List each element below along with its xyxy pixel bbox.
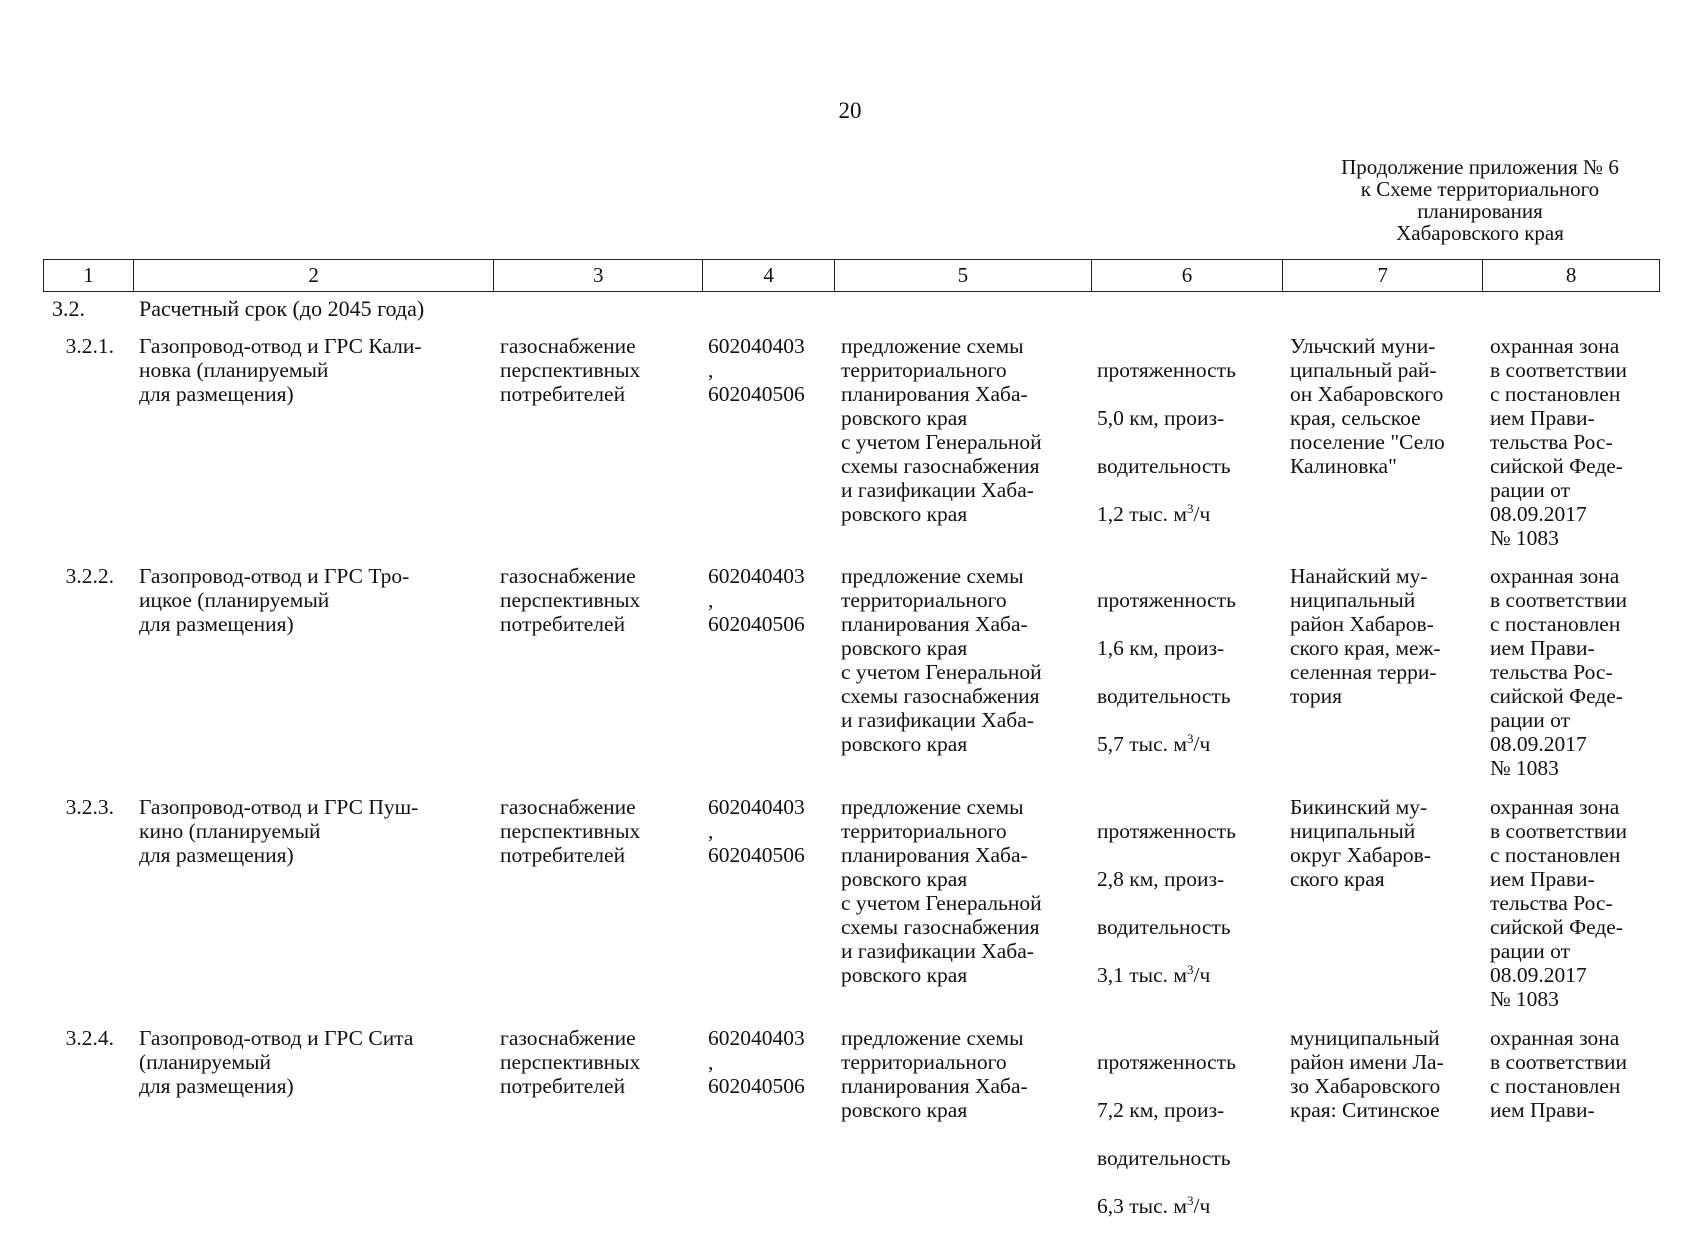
row-number: 3.2.3. [65, 795, 114, 819]
column-number: 3 [494, 260, 703, 292]
object-purpose: газоснабжение перспективных потребителей [500, 1026, 641, 1098]
object-name: Газопровод-отвод и ГРС Пуш- кино (планируемый для размещения) [139, 795, 419, 867]
characteristic-line: 1,6 км, произ- [1097, 636, 1225, 660]
appendix-line: Продолжение приложения № 6 [1341, 155, 1619, 179]
column-number: 2 [133, 260, 494, 292]
object-characteristics [1097, 334, 1282, 550]
column-number: 5 [834, 260, 1091, 292]
object-purpose: газоснабжение перспективных потребителей [500, 564, 641, 636]
object-codes: 602040403 , 602040506 [708, 334, 805, 406]
object-codes: 602040403 , 602040506 [708, 795, 805, 867]
protection-zone: охранная зона в соответствии с постановлен ием Прави- тельства Рос- сийской Феде- рации от 08.09.2017 № 1083 [1490, 795, 1628, 1011]
section-title: Расчетный срок (до 2045 года) [139, 296, 425, 321]
characteristic-line [1097, 1194, 1282, 1218]
characteristic-line [1097, 732, 1282, 756]
characteristic-line: протяженность [1097, 588, 1236, 612]
object-location: Бикинский му- ниципальный округ Хабаров- ского края [1290, 795, 1431, 891]
object-characteristics [1097, 795, 1282, 1011]
characteristic-line: водительность [1097, 454, 1231, 478]
column-number: 4 [703, 260, 835, 292]
characteristic-line: протяженность [1097, 819, 1236, 843]
object-basis: предложение схемы территориального планирования Хаба- ровского края с учетом Генеральной схемы газоснабжения и газификации Хаба- ровского края [841, 564, 1042, 756]
protection-zone: охранная зона в соответствии с постановлен ием Прави- тельства Рос- сийской Феде- рации от 08.09.2017 № 1083 [1490, 334, 1628, 550]
column-number: 1 [44, 260, 134, 292]
capacity-value: 5,7 тыс. м [1097, 732, 1187, 756]
unit-suffix: /ч [1193, 732, 1211, 756]
characteristic-line: протяженность [1097, 1050, 1236, 1074]
row-number: 3.2.2. [65, 564, 114, 588]
object-codes: 602040403 , 602040506 [708, 564, 805, 636]
unit-exponent: 3 [1187, 500, 1194, 516]
object-location: Нанайский му- ниципальный район Хабаров- ского края, меж- селенная терри- тория [1290, 564, 1441, 708]
characteristic-line: водительность [1097, 915, 1231, 939]
column-number: 6 [1091, 260, 1283, 292]
characteristic-line: протяженность [1097, 358, 1236, 382]
object-purpose: газоснабжение перспективных потребителей [500, 795, 641, 867]
object-name: Газопровод-отвод и ГРС Кали- новка (планируемый для размещения) [139, 334, 422, 406]
unit-suffix: /ч [1193, 502, 1211, 526]
unit-suffix: /ч [1193, 963, 1211, 987]
row-number: 3.2.4. [65, 1026, 114, 1050]
object-basis: предложение схемы территориального планирования Хаба- ровского края с учетом Генеральной схемы газоснабжения и газификации Хаба- ровского края [841, 334, 1042, 526]
object-codes: 602040403 , 602040506 [708, 1026, 805, 1098]
protection-zone: охранная зона в соответствии с постановлен ием Прави- [1490, 1026, 1628, 1122]
object-basis: предложение схемы территориального планирования Хаба- ровского края с учетом Генеральной схемы газоснабжения и газификации Хаба- ровского края [841, 795, 1042, 987]
column-number: 8 [1483, 260, 1660, 292]
characteristic-line: водительность [1097, 1146, 1231, 1170]
column-number-header [43, 259, 1660, 292]
column-number: 7 [1283, 260, 1483, 292]
row-number: 3.2.1. [65, 334, 114, 358]
page-number: 20 [838, 98, 862, 123]
capacity-value: 1,2 тыс. м [1097, 502, 1187, 526]
unit-exponent: 3 [1187, 1192, 1194, 1208]
characteristic-line: водительность [1097, 684, 1231, 708]
appendix-line: Хабаровского края [1396, 221, 1564, 245]
characteristic-line: 2,8 км, произ- [1097, 867, 1225, 891]
appendix-line: к Схеме территориального [1360, 177, 1600, 201]
appendix-line: планирования [1417, 199, 1543, 223]
capacity-value: 3,1 тыс. м [1097, 963, 1187, 987]
object-name: Газопровод-отвод и ГРС Тро- ицкое (планируемый для размещения) [139, 564, 410, 636]
unit-suffix: /ч [1193, 1194, 1211, 1218]
object-characteristics [1097, 1026, 1282, 1242]
object-location: Ульчский муни- ципальный рай- он Хабаровского края, сельское поселение "Село Калиновка" [1290, 334, 1445, 478]
characteristic-line [1097, 963, 1282, 987]
capacity-value: 6,3 тыс. м [1097, 1194, 1187, 1218]
object-basis: предложение схемы территориального планирования Хаба- ровского края [841, 1026, 1028, 1122]
object-location: муниципальный район имени Ла- зо Хабаровского края: Ситинское [1290, 1026, 1444, 1122]
object-purpose: газоснабжение перспективных потребителей [500, 334, 641, 406]
protection-zone: охранная зона в соответствии с постановлен ием Прави- тельства Рос- сийской Феде- рации от 08.09.2017 № 1083 [1490, 564, 1628, 780]
section-number: 3.2. [52, 296, 85, 321]
appendix-note [1300, 156, 1660, 244]
unit-exponent: 3 [1187, 730, 1194, 746]
unit-exponent: 3 [1187, 961, 1194, 977]
object-characteristics [1097, 564, 1282, 780]
object-name: Газопровод-отвод и ГРС Сита (планируемый для размещения) [139, 1026, 414, 1098]
characteristic-line: 7,2 км, произ- [1097, 1098, 1225, 1122]
characteristic-line: 5,0 км, произ- [1097, 406, 1225, 430]
characteristic-line [1097, 502, 1282, 526]
